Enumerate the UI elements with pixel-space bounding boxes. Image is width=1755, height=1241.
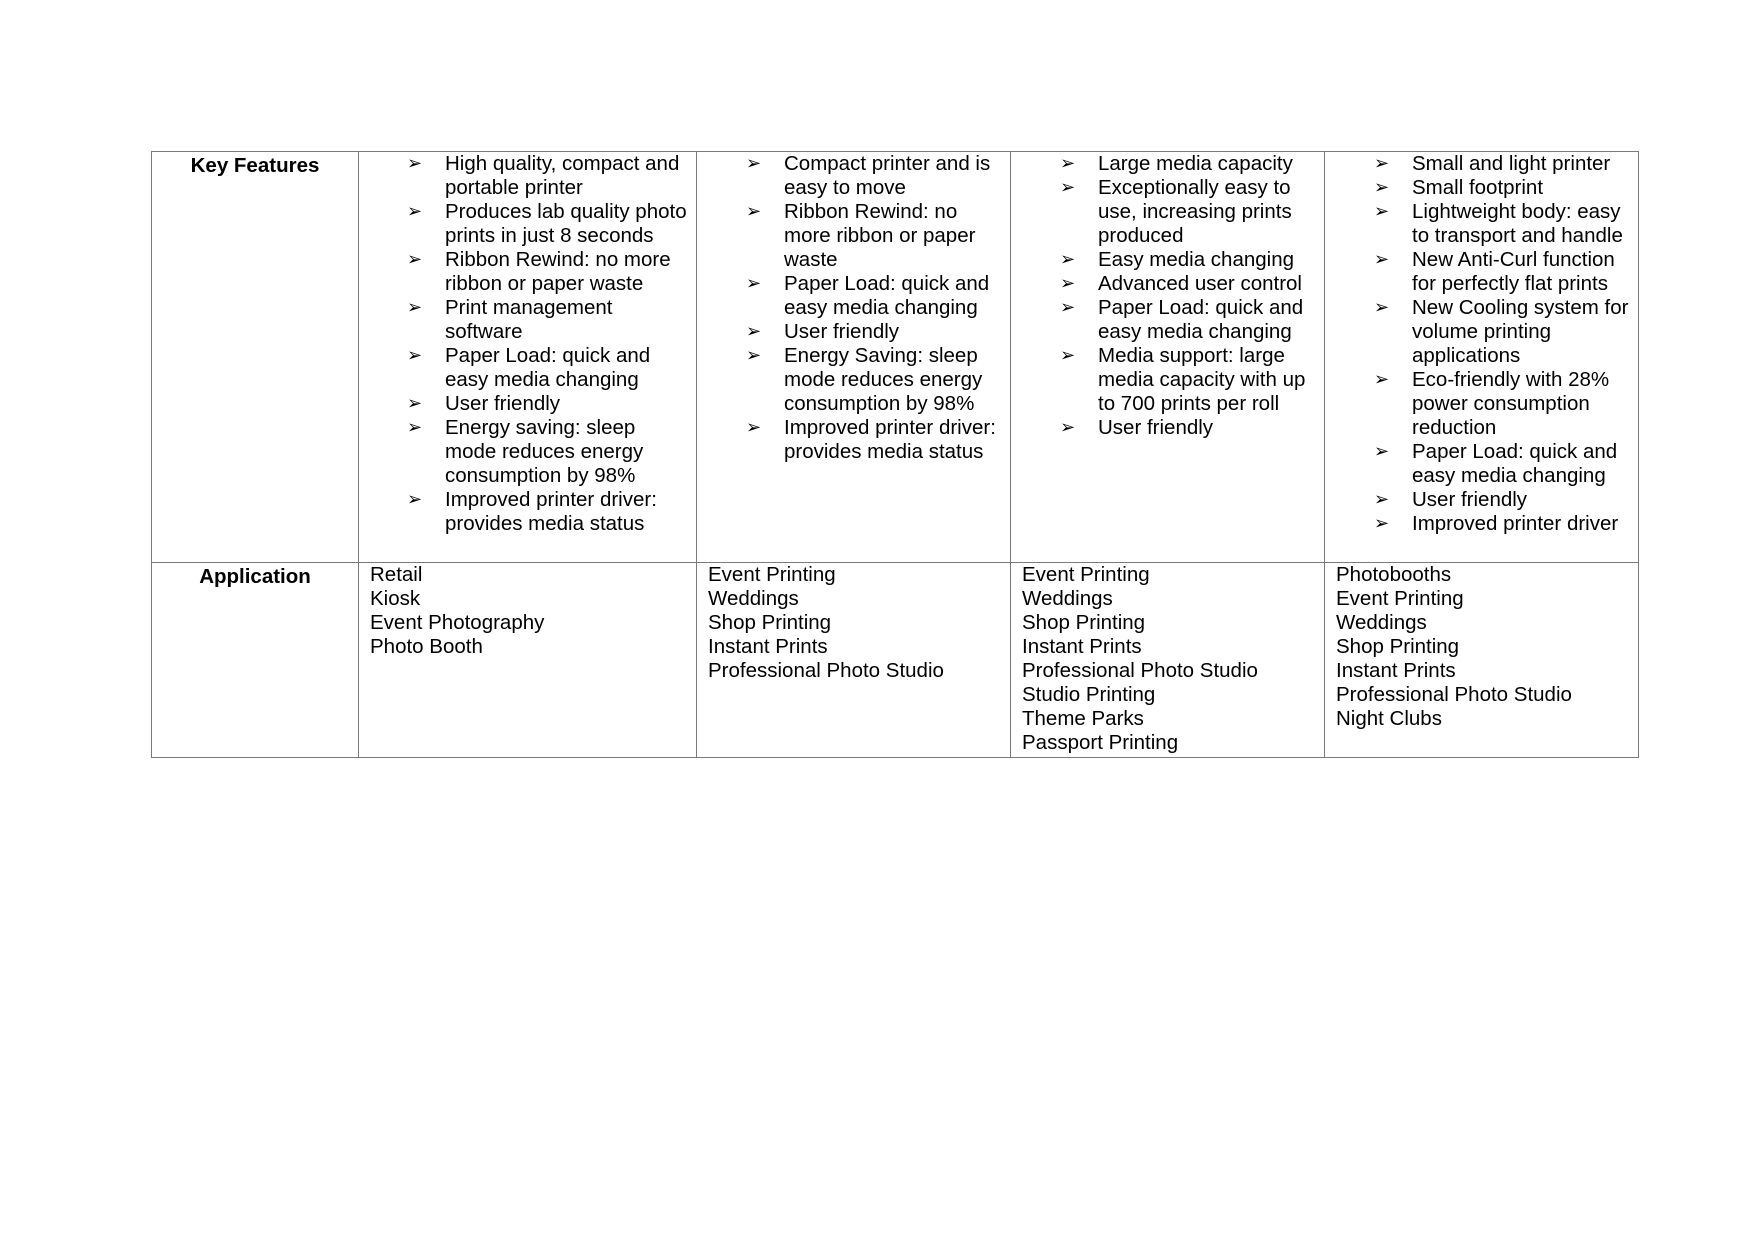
feature-text: Paper Load: quick and easy media changing <box>784 272 990 319</box>
features-list <box>697 152 1010 464</box>
arrowhead-bullet-icon: ➢ <box>1060 273 1076 294</box>
feature-item <box>407 248 688 296</box>
application-item: Night Clubs <box>1336 707 1442 730</box>
arrowhead-bullet-icon: ➢ <box>1060 249 1076 270</box>
feature-item <box>746 416 1004 464</box>
feature-item <box>1374 152 1632 176</box>
printer-comparison-table <box>151 151 1639 758</box>
arrowhead-bullet-icon: ➢ <box>1060 417 1076 438</box>
application-item: Weddings <box>708 587 799 610</box>
features-cell <box>359 152 697 563</box>
application-item: Retail <box>370 563 423 586</box>
feature-item <box>1060 416 1318 440</box>
arrowhead-bullet-icon: ➢ <box>746 321 762 342</box>
application-item: Instant Prints <box>1022 635 1142 658</box>
arrowhead-bullet-icon: ➢ <box>1374 441 1390 462</box>
application-item: Shop Printing <box>1022 611 1146 634</box>
feature-item <box>1060 248 1318 272</box>
feature-item <box>407 200 688 248</box>
feature-text: Media support: large media capacity with up to 700 prints per roll <box>1098 344 1306 415</box>
feature-item <box>407 392 688 416</box>
application-item: Weddings <box>1022 587 1113 610</box>
application-item: Theme Parks <box>1022 707 1144 730</box>
feature-text: Eco-friendly with 28% power consumption reduction <box>1412 368 1610 439</box>
application-header: Application <box>152 563 359 758</box>
arrowhead-bullet-icon: ➢ <box>1374 297 1390 318</box>
feature-item <box>746 344 1004 416</box>
arrowhead-bullet-icon: ➢ <box>407 249 423 270</box>
arrowhead-bullet-icon: ➢ <box>1374 249 1390 270</box>
feature-text: Paper Load: quick and easy media changing <box>445 344 651 391</box>
arrowhead-bullet-icon: ➢ <box>1060 297 1076 318</box>
application-item: Event Photography <box>370 611 545 634</box>
arrowhead-bullet-icon: ➢ <box>407 201 423 222</box>
feature-item <box>1374 200 1632 248</box>
arrowhead-bullet-icon: ➢ <box>1374 369 1390 390</box>
application-item: Weddings <box>1336 611 1427 634</box>
features-list <box>1325 152 1638 536</box>
application-item: Professional Photo Studio <box>1336 683 1572 706</box>
arrowhead-bullet-icon: ➢ <box>407 489 423 510</box>
feature-item <box>407 488 688 536</box>
feature-item <box>407 152 688 200</box>
application-item: Photo Booth <box>370 635 483 658</box>
application-list <box>359 563 696 659</box>
features-list <box>359 152 696 536</box>
features-cell <box>1325 152 1639 563</box>
application-item: Passport Printing <box>1022 731 1179 754</box>
feature-item <box>1060 296 1318 344</box>
feature-item <box>1060 152 1318 176</box>
arrowhead-bullet-icon: ➢ <box>1060 177 1076 198</box>
feature-item <box>746 272 1004 320</box>
arrowhead-bullet-icon: ➢ <box>746 345 762 366</box>
feature-item <box>1374 248 1632 296</box>
features-cell <box>1011 152 1325 563</box>
feature-item <box>407 296 688 344</box>
feature-item <box>1374 176 1632 200</box>
feature-text: Exceptionally easy to use, increasing prints produced <box>1098 176 1292 247</box>
application-item: Kiosk <box>370 587 421 610</box>
application-item: Instant Prints <box>1336 659 1456 682</box>
feature-text: User friendly <box>1412 488 1528 511</box>
arrowhead-bullet-icon: ➢ <box>1374 489 1390 510</box>
application-row <box>152 563 1639 758</box>
arrowhead-bullet-icon: ➢ <box>746 273 762 294</box>
application-item: Instant Prints <box>708 635 828 658</box>
feature-item <box>1374 440 1632 488</box>
feature-text: Print management software <box>445 296 613 343</box>
feature-text: User friendly <box>1098 416 1214 439</box>
application-item: Event Printing <box>708 563 836 586</box>
arrowhead-bullet-icon: ➢ <box>1060 153 1076 174</box>
key-features-header: Key Features <box>152 152 359 563</box>
feature-item <box>1060 344 1318 416</box>
arrowhead-bullet-icon: ➢ <box>407 417 423 438</box>
feature-item <box>1374 368 1632 440</box>
feature-text: User friendly <box>784 320 900 343</box>
feature-text: Improved printer driver: provides media status <box>445 488 657 535</box>
feature-text: Produces lab quality photo prints in just 8 seconds <box>445 200 687 247</box>
application-cell <box>1011 563 1325 758</box>
arrowhead-bullet-icon: ➢ <box>407 345 423 366</box>
feature-text: Improved printer driver <box>1412 512 1619 535</box>
feature-item <box>1060 272 1318 296</box>
feature-item <box>1374 296 1632 368</box>
feature-text: Easy media changing <box>1098 248 1295 271</box>
feature-text: Ribbon Rewind: no more ribbon or paper waste <box>445 248 671 295</box>
feature-text: Paper Load: quick and easy media changing <box>1098 296 1304 343</box>
arrowhead-bullet-icon: ➢ <box>746 201 762 222</box>
feature-text: Compact printer and is easy to move <box>784 152 991 199</box>
feature-text: Advanced user control <box>1098 272 1302 295</box>
arrowhead-bullet-icon: ➢ <box>407 393 423 414</box>
arrowhead-bullet-icon: ➢ <box>1374 201 1390 222</box>
arrowhead-bullet-icon: ➢ <box>746 417 762 438</box>
application-item: Event Printing <box>1336 587 1464 610</box>
application-item: Studio Printing <box>1022 683 1156 706</box>
application-item: Professional Photo Studio <box>708 659 944 682</box>
arrowhead-bullet-icon: ➢ <box>1374 153 1390 174</box>
feature-text: Energy saving: sleep mode reduces energy consumption by 98% <box>445 416 644 487</box>
application-item: Shop Printing <box>708 611 832 634</box>
feature-item <box>746 152 1004 200</box>
features-cell <box>697 152 1011 563</box>
feature-text: Improved printer driver: provides media status <box>784 416 996 463</box>
feature-item <box>746 200 1004 272</box>
feature-text: User friendly <box>445 392 561 415</box>
application-cell <box>1325 563 1639 758</box>
feature-text: Ribbon Rewind: no more ribbon or paper waste <box>784 200 976 271</box>
feature-text: Paper Load: quick and easy media changing <box>1412 440 1618 487</box>
features-list <box>1011 152 1324 440</box>
feature-item <box>1374 512 1632 536</box>
feature-text: Energy Saving: sleep mode reduces energy consumption by 98% <box>784 344 983 415</box>
application-list <box>1325 563 1638 731</box>
application-item: Event Printing <box>1022 563 1150 586</box>
feature-item <box>1374 488 1632 512</box>
feature-text: New Cooling system for volume printing applications <box>1412 296 1629 367</box>
arrowhead-bullet-icon: ➢ <box>407 297 423 318</box>
application-cell <box>697 563 1011 758</box>
application-list <box>697 563 1010 683</box>
feature-item <box>746 320 1004 344</box>
arrowhead-bullet-icon: ➢ <box>1060 345 1076 366</box>
application-item: Professional Photo Studio <box>1022 659 1258 682</box>
application-list <box>1011 563 1324 755</box>
feature-text: Small footprint <box>1412 176 1544 199</box>
arrowhead-bullet-icon: ➢ <box>407 153 423 174</box>
feature-item <box>1060 176 1318 248</box>
arrowhead-bullet-icon: ➢ <box>1374 177 1390 198</box>
feature-item <box>407 416 688 488</box>
feature-item <box>407 344 688 392</box>
arrowhead-bullet-icon: ➢ <box>1374 513 1390 534</box>
key-features-row <box>152 152 1639 563</box>
feature-text: Large media capacity <box>1098 152 1293 175</box>
feature-text: New Anti-Curl function for perfectly flat prints <box>1412 248 1615 295</box>
feature-text: High quality, compact and portable printer <box>445 152 680 199</box>
feature-text: Lightweight body: easy to transport and handle <box>1412 200 1623 247</box>
application-item: Photobooths <box>1336 563 1452 586</box>
arrowhead-bullet-icon: ➢ <box>746 153 762 174</box>
application-cell <box>359 563 697 758</box>
feature-text: Small and light printer <box>1412 152 1611 175</box>
application-item: Shop Printing <box>1336 635 1460 658</box>
